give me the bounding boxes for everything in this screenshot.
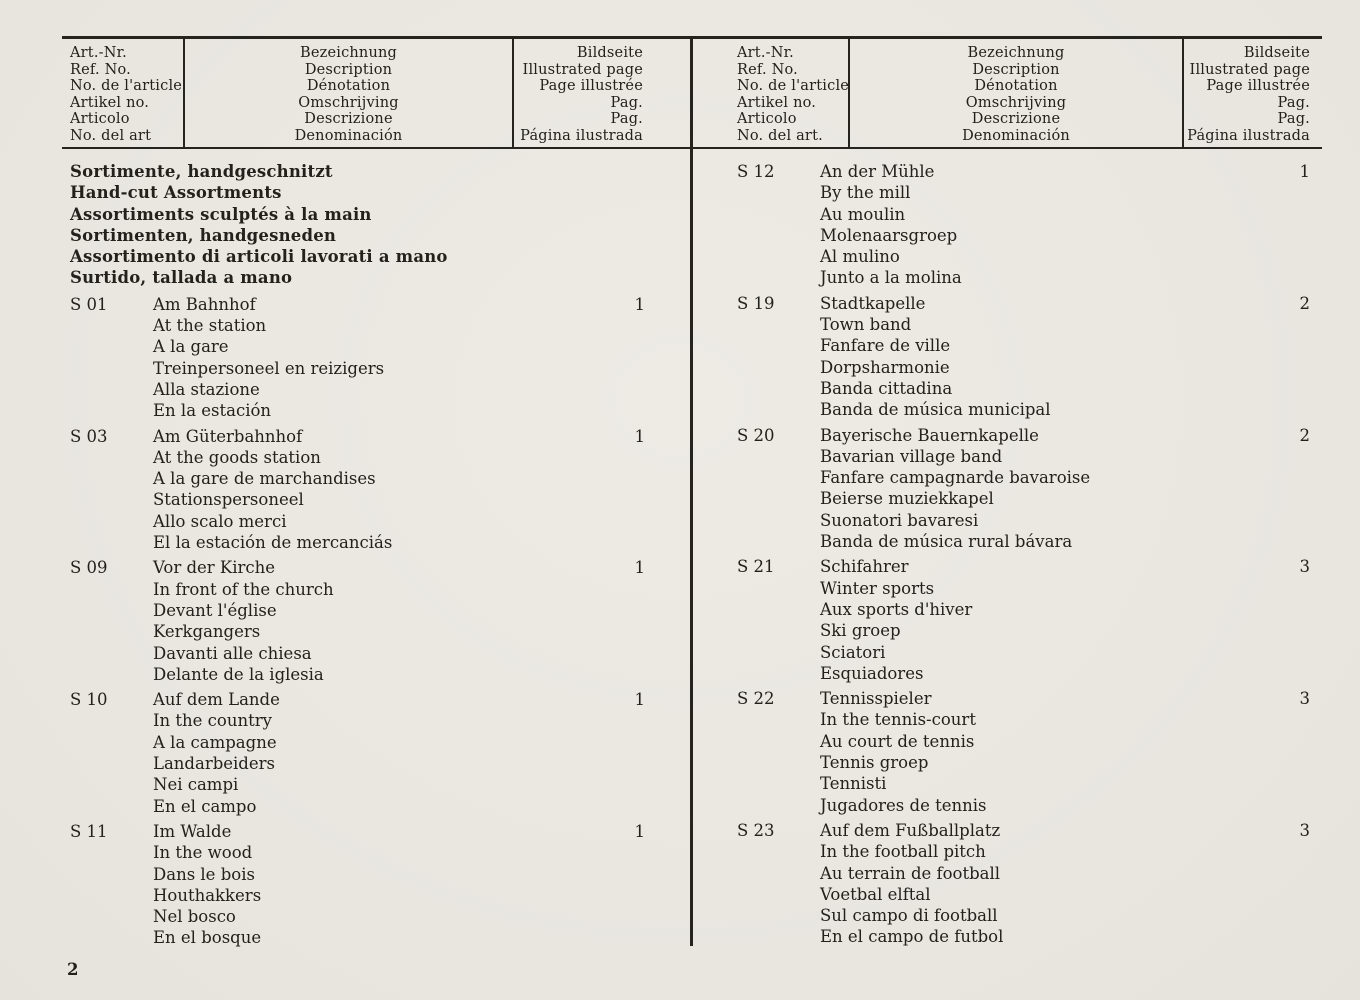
catalog-entry-s03	[70, 426, 645, 554]
description-lines: Auf dem Fußballplatz In the football pitch Au terrain de football Voetbal elftal Sul campo di football En el campo de futbol	[820, 820, 1004, 947]
description-lines: An der Mühle By the mill Au moulin Molenaarsgroep Al mulino Junto a la molina	[820, 162, 962, 288]
left-table-divider-1	[183, 38, 185, 148]
right-header-article-no: Art.-Nr. Ref. No. No. de l'article Artikel no. Articolo No. del art.	[737, 45, 850, 144]
description-lines: Schifahrer Winter sports Aux sports d'hiver Ski groep Sciatori Esquiadores	[820, 557, 973, 683]
article-code: S 20	[737, 425, 775, 445]
left-column	[70, 161, 645, 953]
article-code: S 12	[737, 162, 775, 181]
catalog-entry-s21	[737, 556, 1310, 684]
left-header-article-no: Art.-Nr. Ref. No. No. de l'article Artikel no. Articolo No. del art	[70, 45, 183, 144]
catalog-entry-s20	[737, 425, 1310, 553]
description-lines: Tennisspieler In the tennis-court Au court de tennis Tennis groep Tennisti Jugadores de tennis	[820, 689, 987, 815]
article-code: S 01	[70, 294, 108, 314]
right-header-description: Bezeichnung Description Dénotation Omschrijving Descrizione Denominación	[962, 45, 1070, 144]
illustrated-page-ref: 1	[634, 294, 645, 314]
article-code: S 22	[737, 689, 775, 709]
left-header-description: Bezeichnung Description Dénotation Omschrijving Descrizione Denominación	[294, 45, 403, 144]
right-header-page: Bildseite Illustrated page Page illustrée Pag. Pag. Página ilustrada	[1187, 45, 1310, 144]
illustrated-page-ref: 1	[634, 690, 645, 710]
left-header-page: Bildseite Illustrated page Page illustrée Pag. Pag. Página ilustrada	[520, 45, 643, 144]
description-lines: Stadtkapelle Town band Fanfare de ville Dorpsharmonie Banda cittadina Banda de música municipal	[820, 293, 1051, 420]
article-code: S 03	[70, 426, 108, 446]
catalog-entry-s09	[70, 557, 645, 685]
description-lines: Bayerische Bauernkapelle Bavarian village band Fanfare campagnarde bavaroise Beierse muziekkapel Suonatori bavaresi Banda de música rural bávara	[820, 425, 1091, 552]
description-lines: Vor der Kirche In front of the church Devant l'église Kerkgangers Davanti alle chiesa Delante de la iglesia	[153, 558, 334, 684]
description-lines: Auf dem Lande In the country A la campagne Landarbeiders Nei campi En el campo	[153, 690, 280, 816]
illustrated-page-ref: 2	[1299, 425, 1310, 445]
illustrated-page-ref: 1	[634, 821, 645, 841]
illustrated-page-ref: 3	[1299, 820, 1310, 840]
article-code: S 11	[70, 821, 108, 841]
page-number: 2	[67, 960, 79, 979]
catalog-entry-s23	[737, 820, 1310, 948]
article-code: S 23	[737, 820, 775, 840]
illustrated-page-ref: 1	[634, 558, 645, 578]
catalog-entry-s11	[70, 821, 645, 949]
article-code: S 10	[70, 690, 108, 710]
illustrated-page-ref: 3	[1299, 557, 1310, 577]
catalog-entry-s01	[70, 294, 645, 422]
description-lines: Im Walde In the wood Dans le bois Houthakkers Nel bosco En el bosque	[153, 821, 262, 948]
article-code: S 19	[737, 293, 775, 313]
catalog-entry-s12	[737, 161, 1310, 289]
illustrated-page-ref: 1	[634, 426, 645, 446]
catalog-entry-s19	[737, 293, 1310, 421]
description-lines: Am Güterbahnhof At the goods station A la gare de marchandises Stationspersoneel Allo scalo merci El la estación de mercanciás	[153, 426, 393, 553]
right-column	[737, 161, 1310, 952]
section-title: Sortimente, handgeschnitzt Hand-cut Assortments Assortiments sculptés à la main Sortimenten, handgesneden Assortimento di articoli lavorati a mano Surtido, tallada a mano	[70, 162, 448, 288]
article-code: S 21	[737, 557, 775, 577]
catalog-entry-s22	[737, 688, 1310, 816]
illustrated-page-ref: 1	[1299, 162, 1310, 181]
catalog-entry-s10	[70, 689, 645, 817]
center-column-divider	[690, 36, 693, 946]
illustrated-page-ref: 3	[1299, 689, 1310, 709]
article-code: S 09	[70, 558, 108, 578]
description-lines: Am Bahnhof At the station A la gare Treinpersoneel en reizigers Alla stazione En la estación	[153, 294, 385, 421]
illustrated-page-ref: 2	[1299, 293, 1310, 313]
